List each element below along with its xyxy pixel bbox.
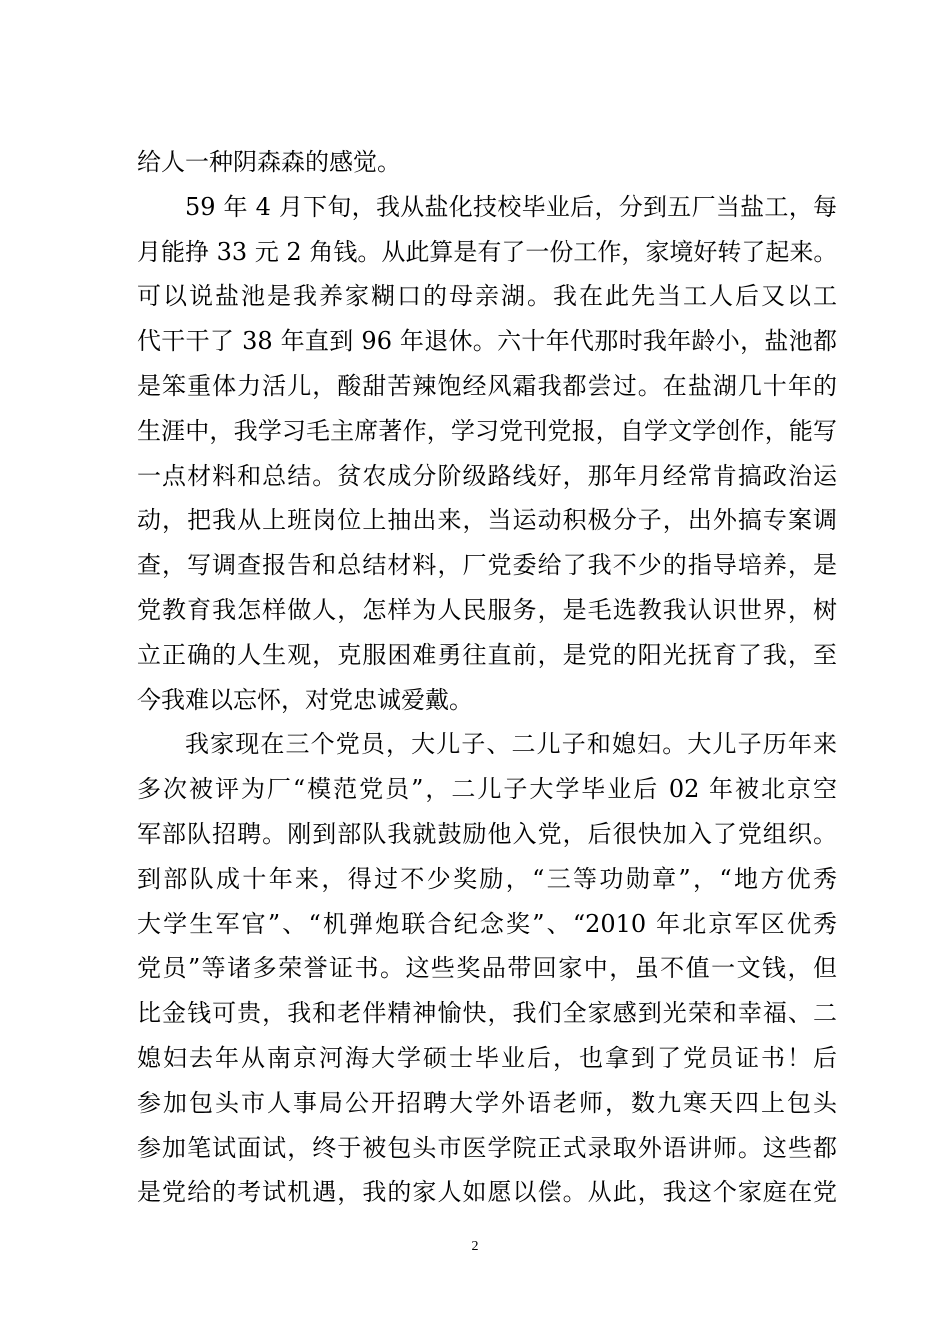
paragraph — [137, 722, 837, 1215]
text-line: 生涯中，我学习毛主席著作，学习党刊党报，自学文学创作，能写 — [137, 416, 837, 445]
text-line: 59 年 4 月下旬，我从盐化技校毕业后，分到五厂当盐工，每 — [185, 192, 837, 221]
text-line: 多次被评为厂“模范党员”，二儿子大学毕业后 02 年被北京空 — [137, 775, 837, 804]
text-line: 月能挣 33 元 2 角钱。从此算是有了一份工作，家境好转了起来。 — [137, 237, 838, 266]
text-line: 党教育我怎样做人，怎样为人民服务，是毛选教我认识世界，树 — [137, 595, 837, 624]
text-line: 一点材料和总结。贫农成分阶级路线好，那年月经常肯搞政治运 — [137, 461, 837, 490]
text-line: 今我难以忘怀，对党忠诚爱戴。 — [137, 685, 473, 714]
text-line: 大学生军官”、“机弹炮联合纪念奖”、“2010 年北京军区优秀 — [137, 909, 837, 938]
body-text — [137, 140, 837, 1215]
paragraph — [137, 185, 837, 723]
text-line: 查，写调查报告和总结材料，厂党委给了我不少的指导培养，是 — [137, 551, 837, 580]
text-line: 参加笔试面试，终于被包头市医学院正式录取外语讲师。这些都 — [137, 1133, 837, 1162]
text-line: 到部队成十年来，得过不少奖励，“三等功勋章”，“地方优秀 — [137, 864, 837, 893]
text-line: 党员”等诸多荣誉证书。这些奖品带回家中，虽不值一文钱，但 — [137, 954, 837, 983]
text-line: 参加包头市人事局公开招聘大学外语老师，数九寒天四上包头 — [137, 1088, 837, 1117]
text-line: 给人一种阴森森的感觉。 — [137, 148, 401, 176]
text-line: 立正确的人生观，克服困难勇往直前，是党的阳光抚育了我，至 — [137, 640, 837, 669]
text-line: 比金钱可贵，我和老伴精神愉快，我们全家感到光荣和幸福、二 — [137, 999, 837, 1028]
page-number: 2 — [471, 1239, 479, 1254]
text-line: 军部队招聘。刚到部队我就鼓励他入党，后很快加入了党组织。 — [137, 819, 837, 848]
paragraph — [137, 140, 837, 185]
text-line: 媳妇去年从南京河海大学硕士毕业后，也拿到了党员证书！后 — [137, 1043, 837, 1072]
text-line: 我家现在三个党员，大儿子、二儿子和媳妇。大儿子历年来 — [185, 730, 837, 759]
text-line: 代干干了 38 年直到 96 年退休。六十年代那时我年龄小，盐池都 — [137, 327, 837, 356]
text-line: 是笨重体力活儿，酸甜苦辣饱经风霜我都尝过。在盐湖几十年的 — [137, 371, 837, 400]
text-line: 动，把我从上班岗位上抽出来，当运动积极分子，出外搞专案调 — [137, 506, 837, 535]
text-line: 可以说盐池是我养家糊口的母亲湖。我在此先当工人后又以工 — [137, 282, 837, 311]
text-line: 是党给的考试机遇，我的家人如愿以偿。从此，我这个家庭在党 — [137, 1178, 837, 1207]
